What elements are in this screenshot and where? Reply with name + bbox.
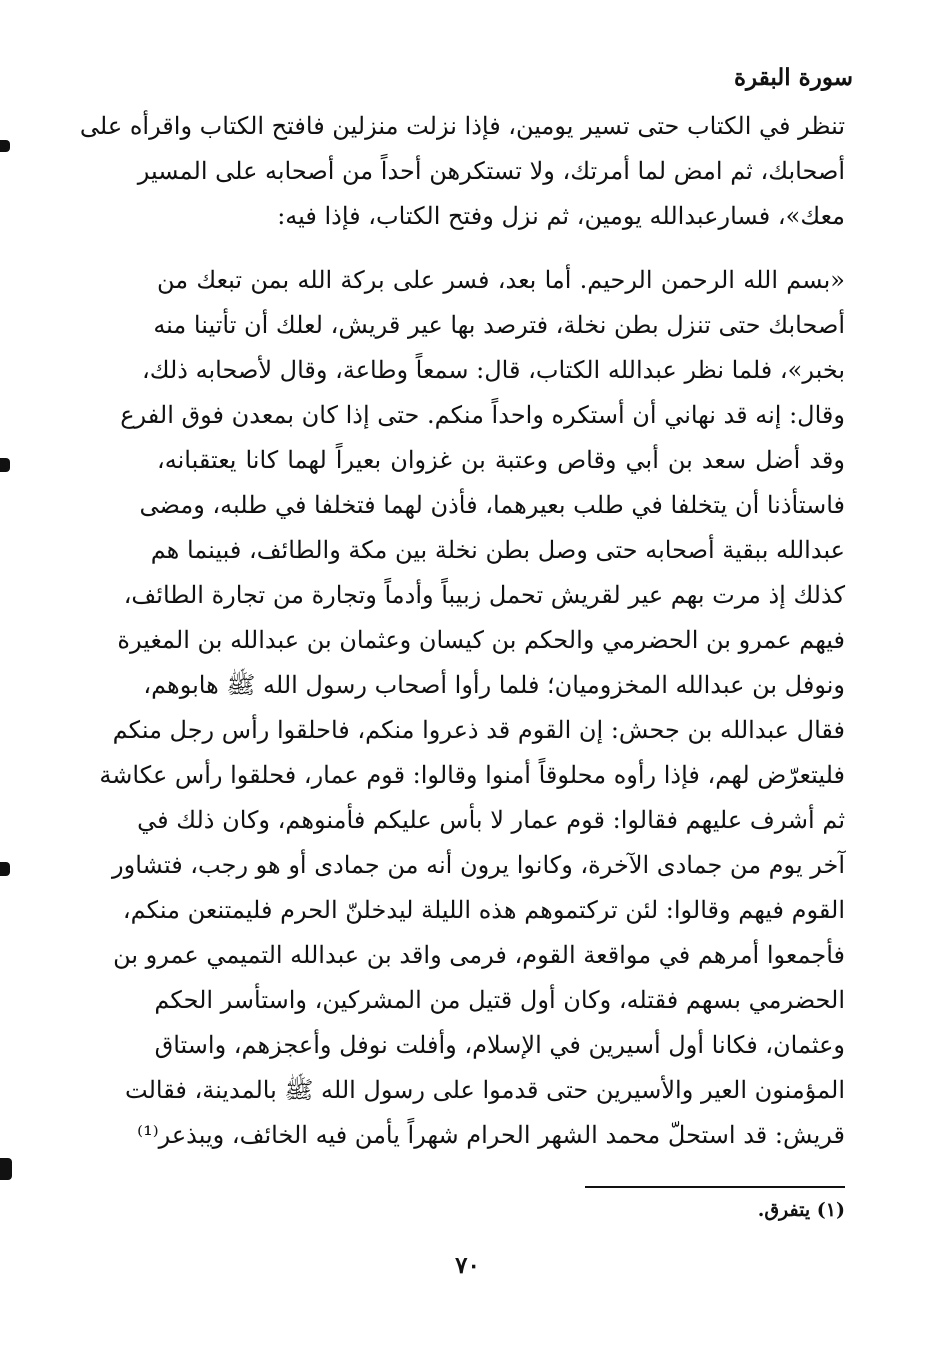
text-line: فاستأذنا أن يتخلفا في طلب بعيرهما، فأذن لهما فتخلفا في طلبه، ومضى (139, 491, 845, 519)
text-line: بخبر»، فلما نظر عبدالله الكتاب، قال: سمعاً وطاعة، وقال لأصحابه ذلك، (142, 356, 845, 384)
text-line: «بسم الله الرحمن الرحيم. أما بعد، فسر على بركة الله بمن تبعك من (157, 266, 845, 294)
text-line: ونوفل بن عبدالله المخزوميان؛ فلما رأوا أصحاب رسول الله ﷺ هابوهم، (143, 671, 845, 699)
binding-mark (0, 140, 10, 152)
text-line: فليتعرّض لهم، فإذا رأوه محلوقاً أمنوا وقالوا: قوم عمار، فحلقوا رأس عكاشة (99, 761, 845, 789)
page-number: ٧٠ (455, 1252, 480, 1279)
footnote: (١) يتفرق. (757, 1199, 845, 1221)
binding-mark (0, 1158, 12, 1180)
text-line: وعثمان، فكانا أول أسيرين في الإسلام، وأفلت نوفل وأعجزهم، واستاق (154, 1031, 845, 1059)
text-line: القوم فيهم وقالوا: لئن تركتموهم هذه الليلة ليدخلنّ الحرم فليمتنعن منكم، (122, 896, 845, 924)
text-line: كذلك إذ مرت بهم عير لقريش تحمل زبيباً وأدماً وتجارة من تجارة الطائف، (123, 581, 845, 609)
paragraph-2 (99, 258, 845, 1158)
binding-mark (0, 458, 10, 472)
text-line: وقال: إنه قد نهاني أن أستكره واحداً منكم. حتى إذا كان بمعدن فوق الفرع (120, 401, 845, 429)
text-line: الحضرمي بسهم فقتله، وكان أول قتيل من المشركين، واستأسر الحكم (154, 986, 845, 1014)
text-line: قريش: قد استحلّ محمد الشهر الحرام شهراً يأمن فيه الخائف، ويبذعر⁽¹⁾ (137, 1121, 845, 1149)
text-line: عبدالله ببقية أصحابه حتى وصل بطن نخلة بين مكة والطائف، فبينما هم (150, 536, 845, 564)
text-line: معك»، فسارعبدالله يومين، ثم نزل وفتح الكتاب، فإذا فيه: (277, 202, 845, 230)
text-line: تنظر في الكتاب حتى تسير يومين، فإذا نزلت منزلين فافتح الكتاب واقرأه على (79, 112, 845, 140)
footnote-rule (585, 1186, 845, 1188)
page-header-title: سورة البقرة (733, 64, 853, 91)
text-line: وقد أضل سعد بن أبي وقاص وعتبة بن غزوان بعيراً لهما كانا يعتقبانه، (157, 446, 845, 474)
text-line: أصحابك حتى تنزل بطن نخلة، فترصد بها عير قريش، لعلك أن تأتينا منه (153, 311, 845, 339)
text-line: أصحابك، ثم امض لما أمرتك، ولا تستكرهن أحداً من أصحابه على المسير (137, 157, 845, 185)
binding-mark (0, 862, 10, 876)
paragraph-1 (79, 104, 845, 239)
text-line: ثم أشرف عليهم فقالوا: قوم عمار لا بأس عليكم فأمنوهم، وكان ذلك في (137, 806, 845, 834)
text-line: المؤمنون العير والأسيرين حتى قدموا على رسول الله ﷺ بالمدينة، فقالت (125, 1076, 845, 1104)
text-line: فأجمعوا أمرهم في مواقعة القوم، فرمى واقد بن عبدالله التميمي عمرو بن (113, 941, 845, 969)
text-line: فقال عبدالله بن جحش: إن القوم قد ذعروا منكم، فاحلقوا رأس رجل منكم (112, 716, 845, 744)
text-line: آخر يوم من جمادى الآخرة، وكانوا يرون أنه من جمادى أو هو رجب، فتشاور (112, 851, 845, 879)
text-line: فيهم عمرو بن الحضرمي والحكم بن كيسان وعثمان بن عبدالله بن المغيرة (117, 626, 845, 654)
